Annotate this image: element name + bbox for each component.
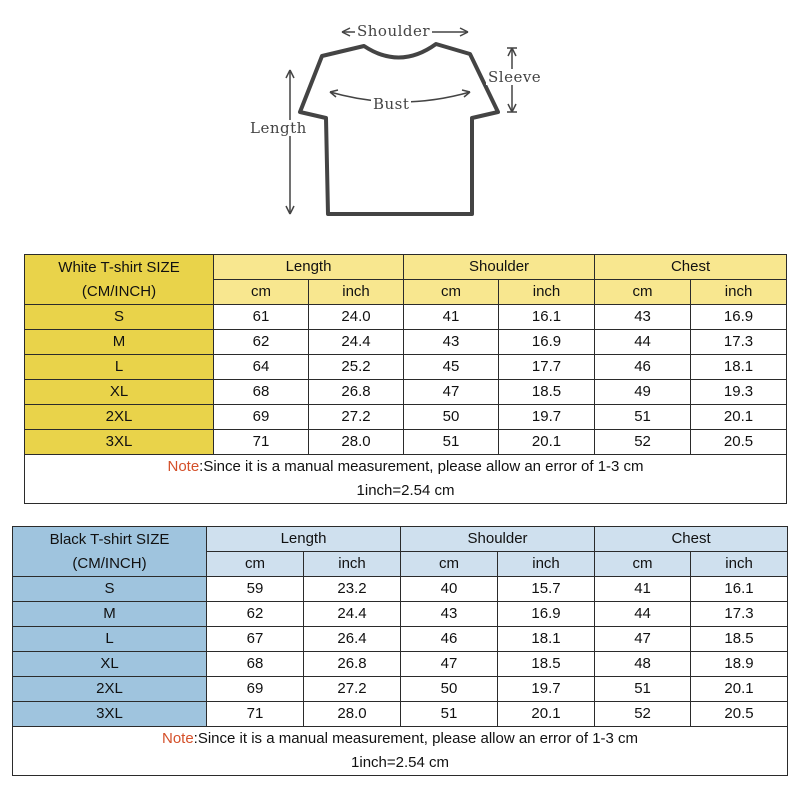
value-cell: 17.3 (691, 602, 788, 627)
value-cell: 61 (214, 305, 309, 330)
value-cell: 18.1 (498, 627, 595, 652)
table-title-line1: Black T-shirt SIZE (49, 530, 170, 548)
value-cell: 19.7 (498, 677, 595, 702)
unit-header: cm (214, 280, 309, 305)
value-cell: 20.5 (691, 430, 787, 455)
conversion-line: 1inch=2.54 cm (351, 754, 449, 771)
size-cell: 3XL (13, 702, 207, 727)
value-cell: 20.1 (498, 702, 595, 727)
tshirt-diagram (0, 0, 800, 240)
group-header-length: Length (207, 527, 401, 552)
value-cell: 20.1 (691, 677, 788, 702)
table-row (13, 652, 788, 677)
table-row (25, 380, 787, 405)
value-cell: 46 (595, 355, 691, 380)
group-header-chest: Chest (595, 527, 788, 552)
table-row (25, 355, 787, 380)
note-cell (13, 727, 788, 776)
value-cell: 26.8 (304, 652, 401, 677)
value-cell: 15.7 (498, 577, 595, 602)
unit-header: cm (595, 280, 691, 305)
value-cell: 16.9 (691, 305, 787, 330)
value-cell: 50 (401, 677, 498, 702)
value-cell: 43 (404, 330, 499, 355)
length-label: Length (250, 119, 307, 137)
unit-header: inch (498, 552, 595, 577)
value-cell: 47 (404, 380, 499, 405)
value-cell: 69 (207, 677, 304, 702)
value-cell: 51 (595, 677, 691, 702)
size-cell: S (13, 577, 207, 602)
table-row (25, 405, 787, 430)
value-cell: 24.4 (309, 330, 404, 355)
size-cell: L (25, 355, 214, 380)
value-cell: 19.3 (691, 380, 787, 405)
size-cell: XL (13, 652, 207, 677)
value-cell: 20.1 (499, 430, 595, 455)
value-cell: 16.1 (691, 577, 788, 602)
value-cell: 71 (214, 430, 309, 455)
sleeve-label: Sleeve (488, 68, 542, 86)
value-cell: 41 (595, 577, 691, 602)
unit-header: inch (499, 280, 595, 305)
table-title (13, 527, 207, 577)
value-cell: 16.9 (499, 330, 595, 355)
unit-header: inch (309, 280, 404, 305)
value-cell: 51 (595, 405, 691, 430)
conversion-line: 1inch=2.54 cm (356, 482, 455, 499)
value-cell: 26.4 (304, 627, 401, 652)
note-cell (25, 455, 787, 504)
unit-header: inch (691, 552, 788, 577)
value-cell: 27.2 (304, 677, 401, 702)
value-cell: 44 (595, 602, 691, 627)
value-cell: 68 (214, 380, 309, 405)
value-cell: 17.3 (691, 330, 787, 355)
group-header-shoulder: Shoulder (401, 527, 595, 552)
size-cell: S (25, 305, 214, 330)
value-cell: 51 (404, 430, 499, 455)
value-cell: 48 (595, 652, 691, 677)
value-cell: 18.5 (691, 627, 788, 652)
bust-label: Bust (373, 95, 410, 113)
size-cell: M (25, 330, 214, 355)
value-cell: 28.0 (304, 702, 401, 727)
note-text: :Since it is a manual measurement, please allow an error of 1-3 cm (193, 730, 639, 747)
note-line (13, 727, 787, 751)
table-row (13, 577, 788, 602)
value-cell: 28.0 (309, 430, 404, 455)
table-row (13, 602, 788, 627)
value-cell: 59 (207, 577, 304, 602)
value-cell: 20.1 (691, 405, 787, 430)
size-cell: 3XL (25, 430, 214, 455)
shoulder-label: Shoulder (357, 22, 431, 40)
value-cell: 52 (595, 430, 691, 455)
white-size-table (24, 254, 787, 504)
black-size-table (12, 526, 788, 776)
size-cell: XL (25, 380, 214, 405)
value-cell: 68 (207, 652, 304, 677)
value-cell: 43 (595, 305, 691, 330)
value-cell: 24.4 (304, 602, 401, 627)
value-cell: 27.2 (309, 405, 404, 430)
value-cell: 46 (401, 627, 498, 652)
value-cell: 23.2 (304, 577, 401, 602)
value-cell: 19.7 (499, 405, 595, 430)
value-cell: 67 (207, 627, 304, 652)
table-row (13, 702, 788, 727)
value-cell: 25.2 (309, 355, 404, 380)
size-cell: 2XL (13, 677, 207, 702)
value-cell: 69 (214, 405, 309, 430)
table-row (13, 677, 788, 702)
value-cell: 64 (214, 355, 309, 380)
value-cell: 41 (404, 305, 499, 330)
note-text: :Since it is a manual measurement, please allow an error of 1-3 cm (199, 458, 644, 475)
table-row (13, 627, 788, 652)
value-cell: 40 (401, 577, 498, 602)
value-cell: 16.1 (499, 305, 595, 330)
value-cell: 17.7 (499, 355, 595, 380)
value-cell: 43 (401, 602, 498, 627)
unit-header: cm (404, 280, 499, 305)
value-cell: 16.9 (498, 602, 595, 627)
unit-header: cm (207, 552, 304, 577)
value-cell: 47 (401, 652, 498, 677)
unit-header: inch (691, 280, 787, 305)
unit-header: cm (595, 552, 691, 577)
value-cell: 47 (595, 627, 691, 652)
unit-header: inch (304, 552, 401, 577)
value-cell: 24.0 (309, 305, 404, 330)
size-cell: M (13, 602, 207, 627)
note-prefix: Note (167, 458, 200, 475)
value-cell: 44 (595, 330, 691, 355)
size-cell: 2XL (25, 405, 214, 430)
value-cell: 51 (401, 702, 498, 727)
value-cell: 18.5 (498, 652, 595, 677)
unit-header: cm (401, 552, 498, 577)
value-cell: 20.5 (691, 702, 788, 727)
value-cell: 50 (404, 405, 499, 430)
note-prefix: Note (161, 730, 194, 747)
table-title-line1: White T-shirt SIZE (58, 258, 180, 276)
value-cell: 49 (595, 380, 691, 405)
value-cell: 62 (214, 330, 309, 355)
value-cell: 71 (207, 702, 304, 727)
value-cell: 18.1 (691, 355, 787, 380)
table-row (25, 305, 787, 330)
value-cell: 18.9 (691, 652, 788, 677)
group-header-chest: Chest (595, 255, 787, 280)
value-cell: 18.5 (499, 380, 595, 405)
table-title (25, 255, 214, 305)
value-cell: 62 (207, 602, 304, 627)
group-header-length: Length (214, 255, 404, 280)
value-cell: 45 (404, 355, 499, 380)
note-line (25, 455, 786, 479)
table-row (25, 430, 787, 455)
group-header-shoulder: Shoulder (404, 255, 595, 280)
value-cell: 52 (595, 702, 691, 727)
size-cell: L (13, 627, 207, 652)
table-row (25, 330, 787, 355)
table-title-line2: (CM/INCH) (81, 282, 157, 300)
table-title-line2: (CM/INCH) (72, 554, 147, 572)
value-cell: 26.8 (309, 380, 404, 405)
